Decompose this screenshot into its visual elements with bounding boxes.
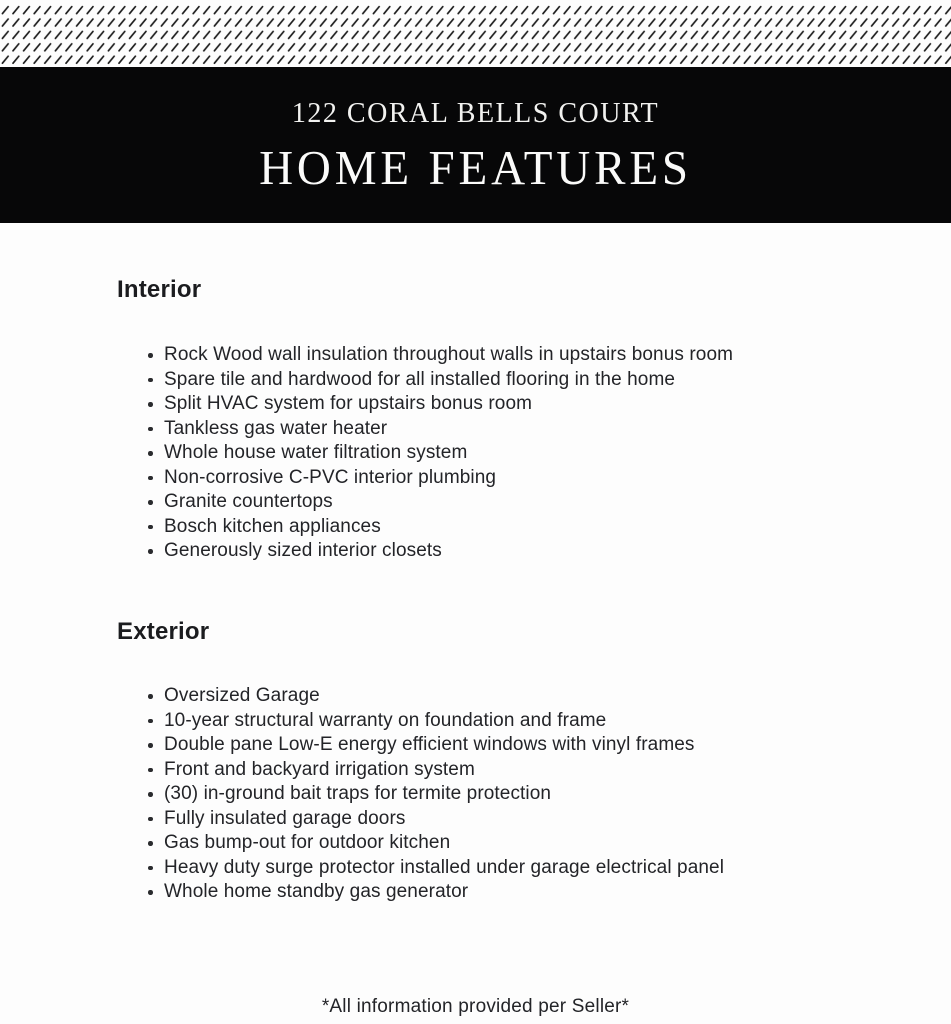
footer-disclaimer: *All information provided per Seller* xyxy=(321,996,630,1017)
list-item: 10-year structural warranty on foundation and frame xyxy=(147,709,724,734)
list-item: Bosch kitchen appliances xyxy=(147,515,733,540)
list-item: Granite countertops xyxy=(147,490,733,515)
list-item: Double pane Low-E energy efficient windows with vinyl frames xyxy=(147,733,724,758)
list-item: Whole home standby gas generator xyxy=(147,880,724,905)
section-heading-exterior: Exterior xyxy=(117,618,210,645)
list-item: Split HVAC system for upstairs bonus room xyxy=(147,392,733,417)
list-item: Gas bump-out for outdoor kitchen xyxy=(147,831,724,856)
list-item: Whole house water filtration system xyxy=(147,441,733,466)
section-heading-interior: Interior xyxy=(117,276,202,303)
list-item: Front and backyard irrigation system xyxy=(147,758,724,783)
property-address: 122 CORAL BELLS COURT xyxy=(291,98,660,129)
list-item: Non-corrosive C-PVC interior plumbing xyxy=(147,466,733,491)
page-title: HOME FEATURES xyxy=(259,140,692,195)
exterior-feature-list xyxy=(147,684,724,905)
hatch-pattern-band xyxy=(0,4,951,66)
list-item: Generously sized interior closets xyxy=(147,539,733,564)
list-item: (30) in-ground bait traps for termite protection xyxy=(147,782,724,807)
list-item: Spare tile and hardwood for all installed flooring in the home xyxy=(147,368,733,393)
interior-feature-list xyxy=(147,343,733,564)
list-item: Oversized Garage xyxy=(147,684,724,709)
list-item: Tankless gas water heater xyxy=(147,417,733,442)
header-band xyxy=(0,67,951,223)
list-item: Rock Wood wall insulation throughout walls in upstairs bonus room xyxy=(147,343,733,368)
list-item: Heavy duty surge protector installed under garage electrical panel xyxy=(147,856,724,881)
list-item: Fully insulated garage doors xyxy=(147,807,724,832)
